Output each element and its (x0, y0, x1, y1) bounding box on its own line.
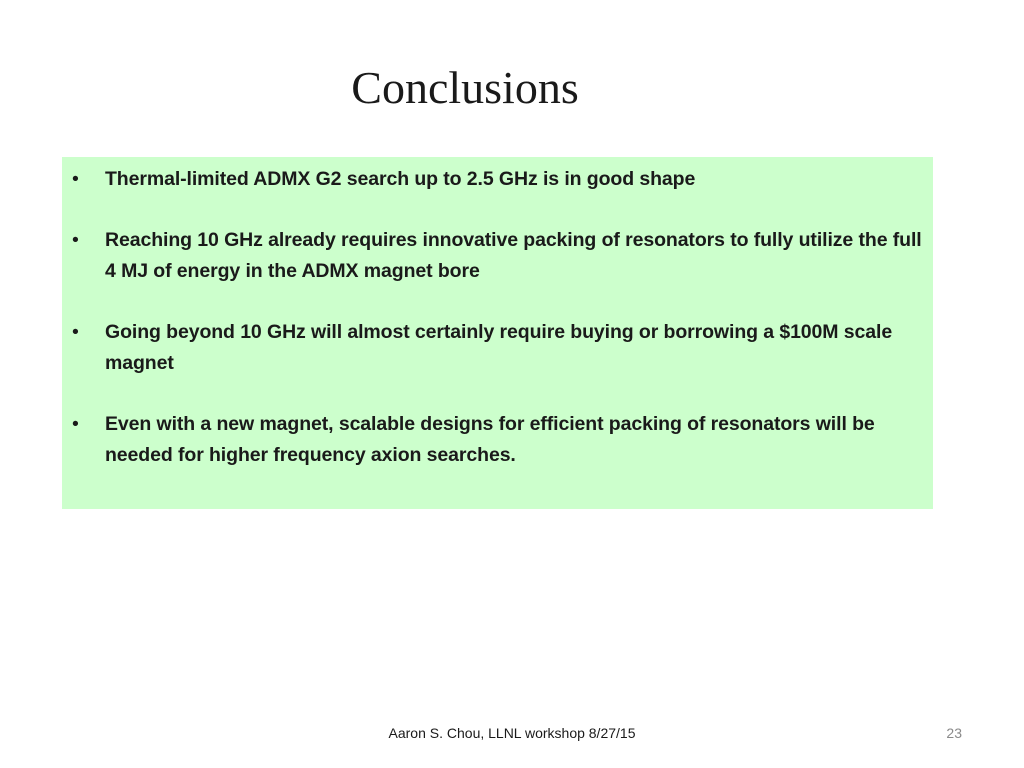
page-number: 23 (946, 725, 962, 741)
footer-text: Aaron S. Chou, LLNL workshop 8/27/15 (388, 725, 636, 741)
slide-title: Conclusions (351, 62, 579, 113)
bullet-icon: • (72, 321, 79, 343)
bullet-text: Going beyond 10 GHz will almost certainly require buying or borrowing a $100M scale magnet (105, 321, 893, 374)
bullet-icon: • (72, 229, 79, 251)
bullet-text: Even with a new magnet, scalable designs for efficient packing of resonators will be needed for higher frequency axion searches. (105, 413, 875, 466)
bullet-text: Reaching 10 GHz already requires innovative packing of resonators to fully utilize the full 4 MJ of energy in the ADMX magnet bore (105, 229, 922, 282)
conclusions-box (62, 157, 933, 509)
bullet-text: Thermal-limited ADMX G2 search up to 2.5 GHz is in good shape (105, 168, 696, 190)
bullet-icon: • (72, 413, 79, 435)
bullet-icon: • (72, 168, 79, 190)
